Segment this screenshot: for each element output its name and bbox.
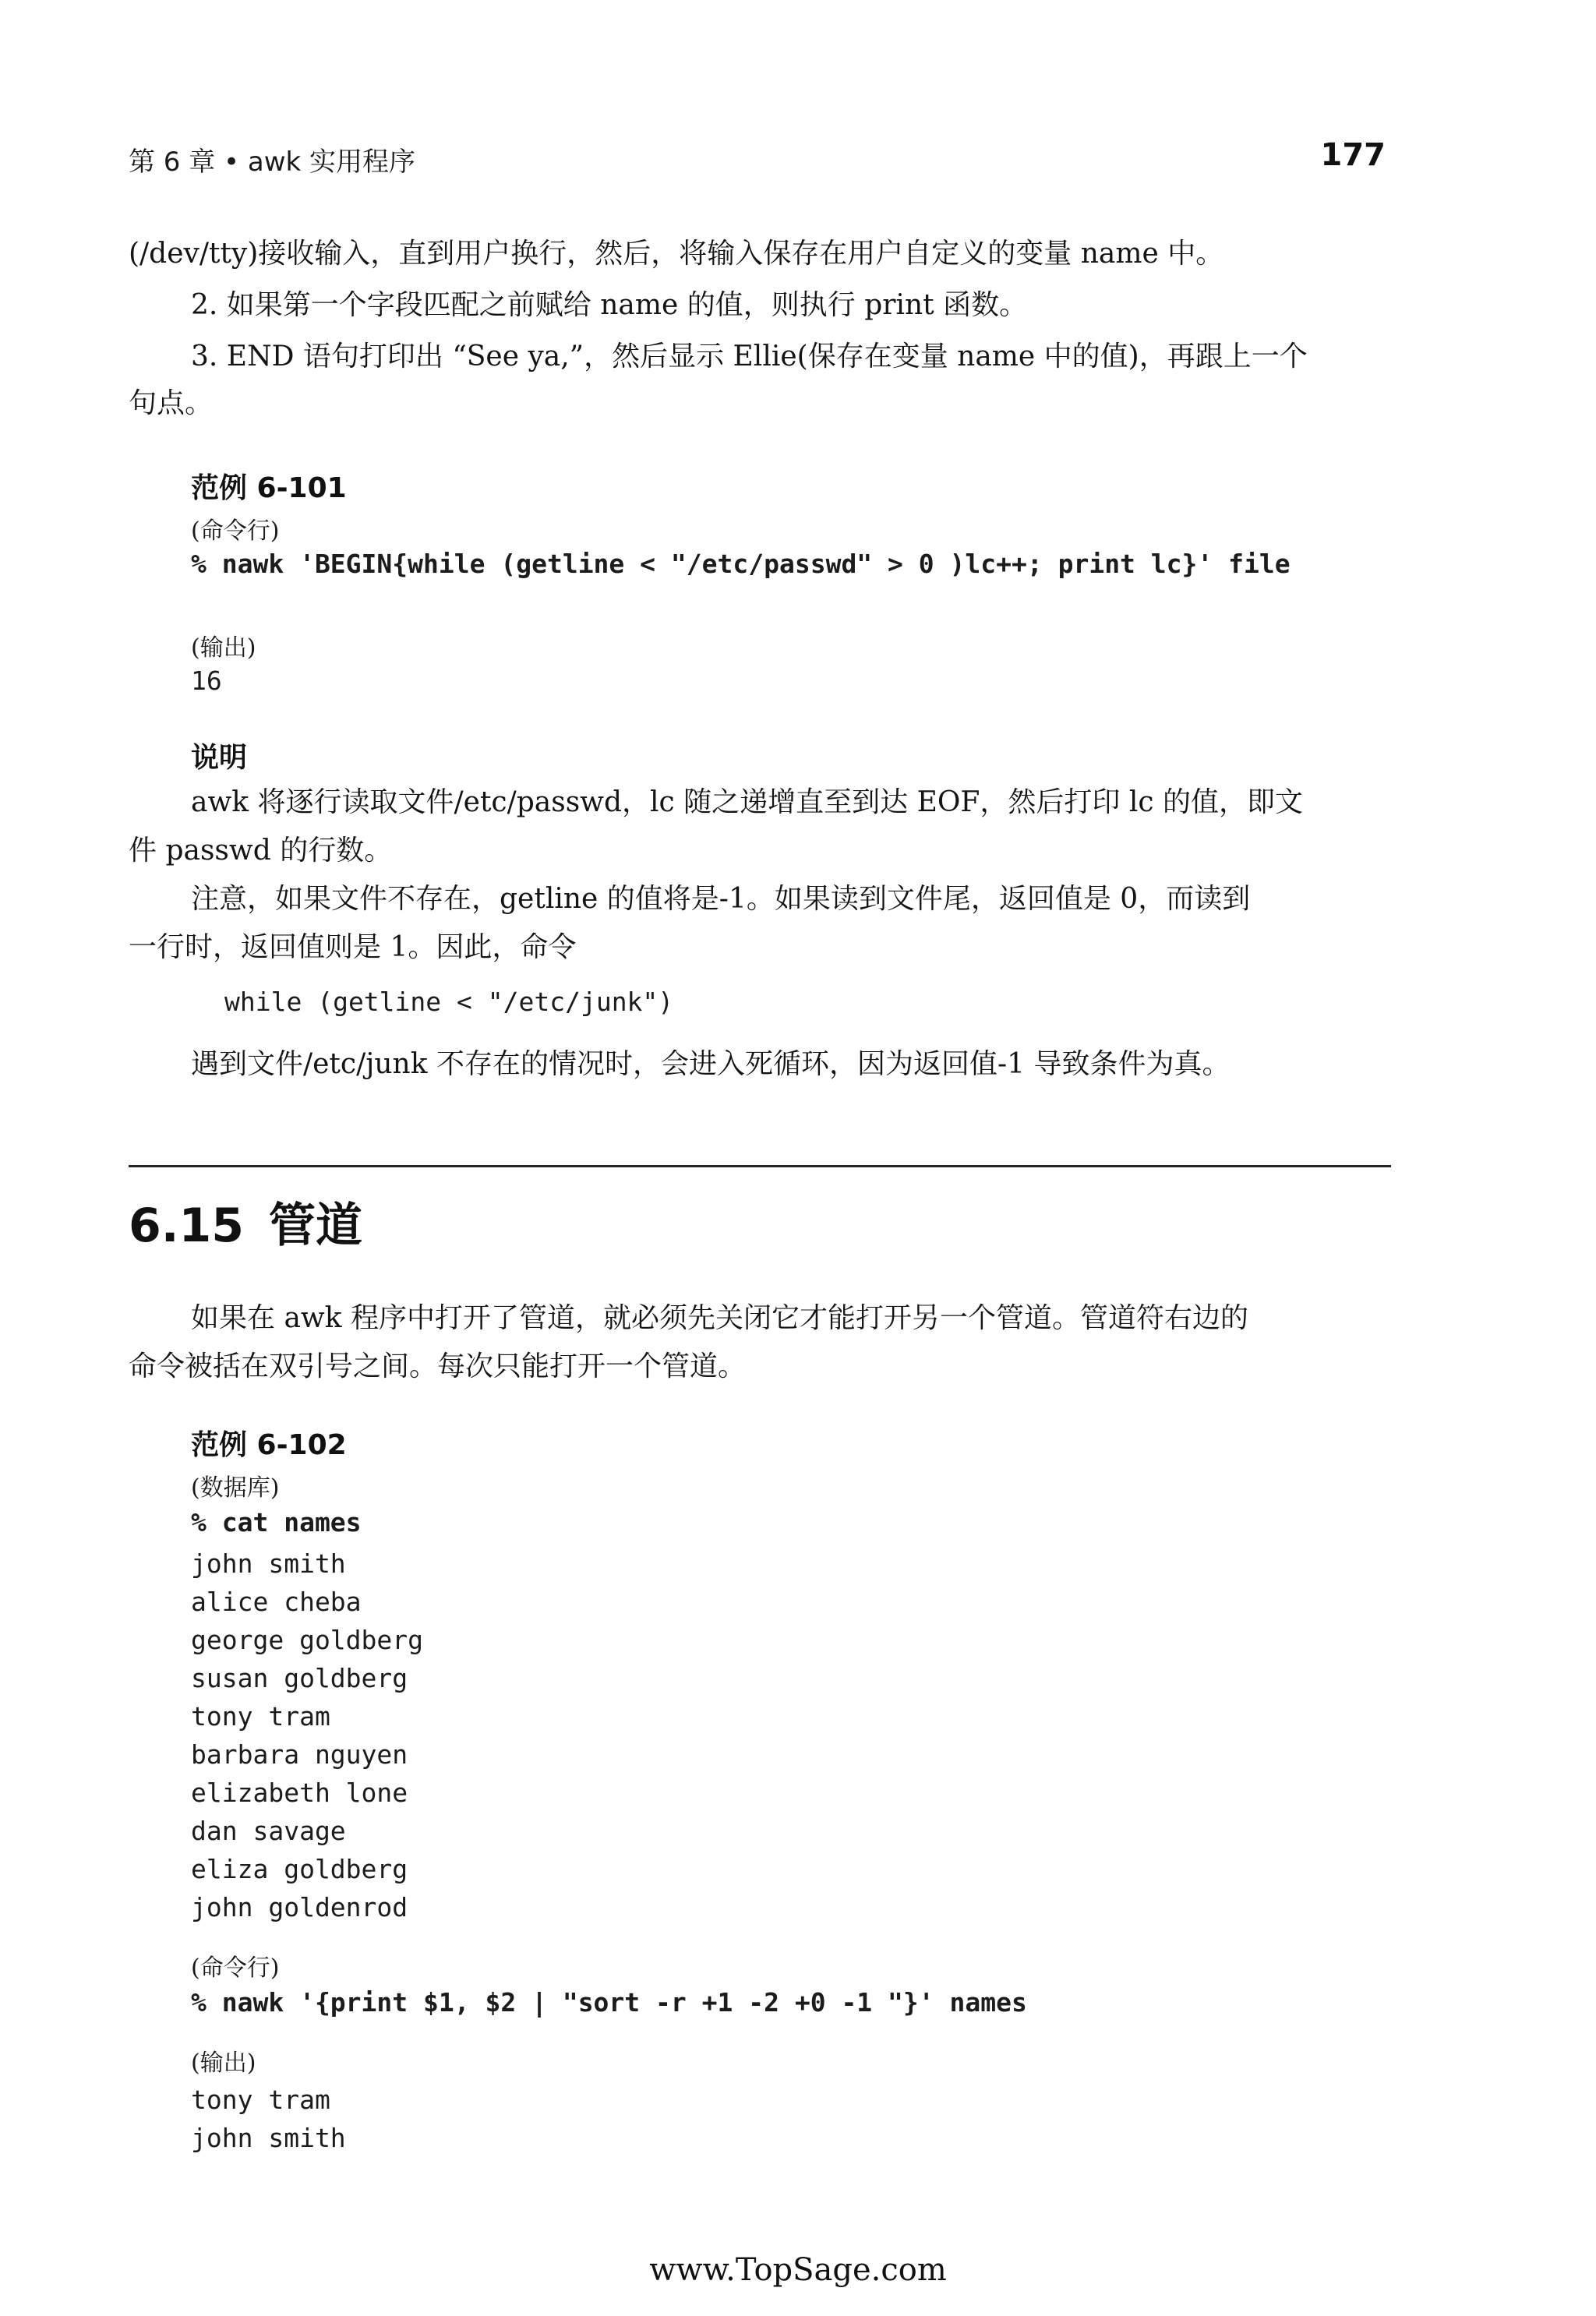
section-number: 6.15: [129, 1199, 245, 1253]
section-para: 如果在 awk 程序中打开了管道，就必须先关闭它才能打开另一个管道。管道符右边的: [191, 1302, 1248, 1334]
page-number: 177: [1320, 137, 1386, 173]
footer-url: www.TopSage.com: [649, 2252, 947, 2288]
list-item: tony tram: [191, 1701, 330, 1732]
explanation-para-2: 注意，如果文件不存在，getline 的值将是-1。如果读到文件尾，返回值是 0，而读到: [191, 883, 1251, 915]
list-item: george goldberg: [191, 1625, 424, 1655]
list-item: eliza goldberg: [191, 1854, 408, 1884]
list-item: dan savage: [191, 1816, 346, 1846]
example-101-cmd-label: (命令行): [191, 517, 280, 545]
list-item: john smith: [191, 2123, 346, 2153]
list-item: alice cheba: [191, 1587, 362, 1617]
explanation-code: while (getline < "/etc/junk"): [224, 987, 674, 1017]
example-102-command: % nawk '{print $1, $2 | "sort -r +1 -2 +0 -1 "}' names: [191, 1987, 1027, 2018]
list-item: john goldenrod: [191, 1892, 408, 1922]
example-102-db-label: (数据库): [191, 1474, 280, 1502]
explanation-para-2-cont: 一行时，返回值则是 1。因此，命令: [129, 931, 577, 963]
intro-item-3: 3. END 语句打印出 “See ya,”，然后显示 Ellie(保存在变量 name 中的值)，再跟上一个: [191, 341, 1308, 372]
example-102-title: 范例 6-102: [191, 1429, 347, 1461]
list-item: john smith: [191, 1548, 346, 1579]
running-header: 第 6 章 • awk 实用程序: [129, 147, 416, 178]
intro-item-2: 2. 如果第一个字段匹配之前赋给 name 的值，则执行 print 函数。: [191, 289, 1028, 321]
example-102-output: [191, 2081, 346, 2157]
example-101-command: % nawk 'BEGIN{while (getline < "/etc/passwd" > 0 )lc++; print lc}' file: [191, 549, 1291, 579]
example-102-cat-command: % cat names: [191, 1507, 362, 1538]
example-102-out-label: (输出): [191, 2049, 256, 2077]
list-item: barbara nguyen: [191, 1739, 408, 1770]
section-divider: [129, 1165, 1391, 1167]
example-101-out-label: (输出): [191, 634, 256, 662]
example-101-output: 16: [191, 665, 222, 696]
example-101-title: 范例 6-101: [191, 472, 347, 504]
explanation-para-1-cont: 件 passwd 的行数。: [129, 835, 393, 867]
list-item: susan goldberg: [191, 1663, 408, 1693]
list-item: elizabeth lone: [191, 1778, 408, 1808]
section-para-cont: 命令被括在双引号之间。每次只能打开一个管道。: [129, 1350, 747, 1382]
section-heading: [129, 1188, 362, 1255]
intro-item-3-cont: 句点。: [129, 387, 214, 419]
section-title: 管道: [269, 1199, 362, 1253]
names-list: [191, 1545, 423, 1926]
example-102-cmd-label: (命令行): [191, 1954, 280, 1982]
intro-line-1: (/dev/tty)接收输入，直到用户换行，然后，将输入保存在用户自定义的变量 name 中。: [129, 238, 1224, 270]
explanation-title: 说明: [191, 742, 248, 774]
explanation-para-1: awk 将逐行读取文件/etc/passwd，lc 随之递增直至到达 EOF，然后打印 lc 的值，即文: [191, 786, 1303, 818]
explanation-para-3: 遇到文件/etc/junk 不存在的情况时，会进入死循环，因为返回值-1 导致条件为真。: [191, 1048, 1231, 1080]
list-item: tony tram: [191, 2085, 330, 2115]
